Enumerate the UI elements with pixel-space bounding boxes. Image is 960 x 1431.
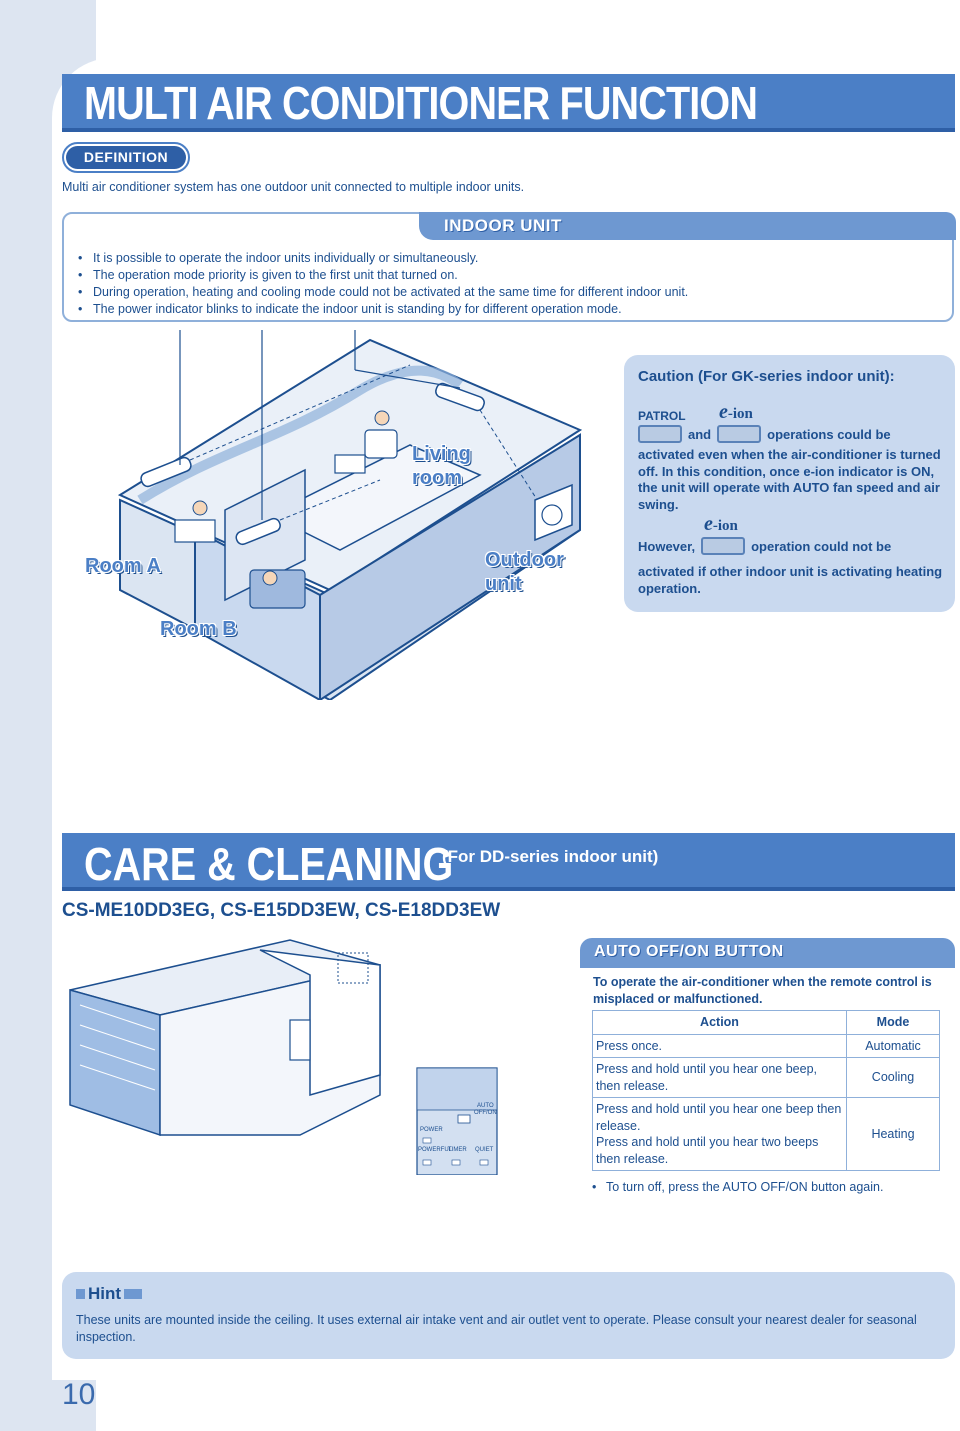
- caution-box: [624, 355, 955, 612]
- caution-line3-text: operation could not be: [751, 538, 892, 554]
- auto-off-on-intro: To operate the air-conditioner when the remote control is misplaced or malfunctioned.: [593, 975, 932, 1006]
- eion-label-2: [704, 513, 738, 536]
- caution-line2: activated even when the air-conditioner is turned off. In this condition, once e-ion indicator is ON, the unit will operate with AUTO fan speed and air swing.: [638, 447, 941, 512]
- living-room-label-line2: room: [412, 467, 462, 489]
- patrol-button-icon: [638, 425, 682, 443]
- caution-line1-text: operations could be: [767, 426, 891, 442]
- eion-label: [719, 401, 753, 424]
- room-b-label: Room B: [160, 618, 237, 640]
- eion-e-2: e: [704, 513, 713, 535]
- table-header-row: [593, 1011, 940, 1035]
- patrol-label: PATROL: [638, 409, 686, 423]
- caution-line1: [638, 425, 891, 443]
- auto-off-on-panel-label: [474, 1103, 497, 1117]
- action-cell-line2: Press and hold until you hear two beeps then release.: [596, 1135, 819, 1166]
- panel-quiet-label: QUIET: [475, 1147, 494, 1153]
- duct-unit-illustration: [60, 935, 580, 1175]
- care-subtitle: (For DD-series indoor unit): [442, 847, 659, 866]
- panel-offon-text: OFF/ON: [474, 1110, 497, 1116]
- col-mode-header: Mode: [847, 1011, 940, 1035]
- care-title-bar: [62, 833, 955, 891]
- panel-timer-label: TIMER: [448, 1147, 467, 1153]
- definition-text: Multi air conditioner system has one outdoor unit connected to multiple indoor units.: [62, 180, 525, 194]
- eion-button-icon-2: [701, 537, 745, 555]
- hint-title-text: Hint: [88, 1284, 122, 1303]
- col-action-header: Action: [593, 1011, 847, 1035]
- caution-line3: [638, 537, 891, 555]
- duct-unit-svg: [60, 935, 580, 1175]
- living-room-label: [412, 442, 471, 490]
- list-item: • The operation mode priority is given to the first unit that turned on.: [78, 267, 688, 284]
- page-title: MULTI AIR CONDITIONER FUNCTION: [84, 77, 758, 129]
- auto-off-on-note: • To turn off, press the AUTO OFF/ON button again.: [592, 1180, 883, 1194]
- page-number: 10: [62, 1378, 96, 1411]
- hint-bar-left: [76, 1289, 85, 1299]
- list-item: • During operation, heating and cooling mode could not be activated at the same time for different indoor unit.: [78, 284, 688, 301]
- definition-badge: [62, 142, 190, 173]
- hint-text: These units are mounted inside the ceiling. It uses external air intake vent and air outlet vent to operate. Please consult your nearest dealer for seasonal inspection.: [76, 1313, 917, 1344]
- indoor-unit-heading-tab: [419, 212, 956, 240]
- model-numbers: CS-ME10DD3EG, CS-E15DD3EW, CS-E18DD3EW: [62, 900, 501, 921]
- eion-suffix: -ion: [727, 406, 753, 422]
- action-cell: [593, 1098, 847, 1171]
- table-row: [593, 1058, 940, 1098]
- hint-title: [76, 1284, 142, 1304]
- panel-power-label: POWER: [420, 1127, 443, 1133]
- care-title: CARE & CLEANING: [84, 838, 454, 890]
- hint-box: [62, 1272, 955, 1359]
- action-cell: Press once.: [593, 1034, 847, 1058]
- caution-however: However,: [638, 538, 696, 554]
- mode-cell: Heating: [847, 1098, 940, 1171]
- action-cell-line1: Press and hold until you hear one beep then release.: [596, 1102, 842, 1133]
- action-cell: Press and hold until you hear one beep, then release.: [593, 1058, 847, 1098]
- panel-auto-text: AUTO: [477, 1103, 494, 1109]
- mode-cell: Automatic: [847, 1034, 940, 1058]
- auto-off-on-heading: AUTO OFF/ON BUTTON: [594, 943, 784, 960]
- definition-badge-label: DEFINITION: [66, 146, 186, 169]
- hint-bar-right: [124, 1289, 142, 1299]
- multi-room-diagram: [80, 330, 610, 700]
- outdoor-unit-label-line2: unit: [485, 573, 522, 595]
- section-title-bar: [62, 74, 955, 132]
- panel-powerful-label: POWERFUL: [418, 1147, 453, 1153]
- caution-title: Caution (For GK-series indoor unit):: [638, 368, 895, 385]
- auto-off-on-table: [592, 1010, 940, 1171]
- table-row: [593, 1098, 940, 1171]
- list-item: • The power indicator blinks to indicate the indoor unit is standing by for different operation mode.: [78, 301, 688, 318]
- room-a-label: Room A: [85, 555, 161, 577]
- auto-off-on-heading-tab: [580, 938, 955, 968]
- list-item: • It is possible to operate the indoor units individually or simultaneously.: [78, 250, 688, 267]
- caution-line4: activated if other indoor unit is activating heating operation.: [638, 564, 943, 596]
- auto-off-on-section: [580, 938, 955, 1203]
- caution-and: and: [688, 426, 712, 442]
- mode-cell: Cooling: [847, 1058, 940, 1098]
- living-room-label-line1: Living: [412, 443, 471, 465]
- table-row: [593, 1034, 940, 1058]
- eion-button-icon: [717, 425, 761, 443]
- indoor-unit-bullets: [78, 250, 688, 318]
- eion-suffix-2: -ion: [712, 518, 738, 534]
- house-illustration: [80, 330, 610, 700]
- outdoor-unit-label-line1: Outdoor: [485, 549, 564, 571]
- indoor-unit-heading: INDOOR UNIT: [444, 216, 562, 235]
- eion-e: e: [719, 401, 728, 423]
- outdoor-unit-label: [485, 548, 564, 596]
- indoor-unit-box: [62, 212, 954, 322]
